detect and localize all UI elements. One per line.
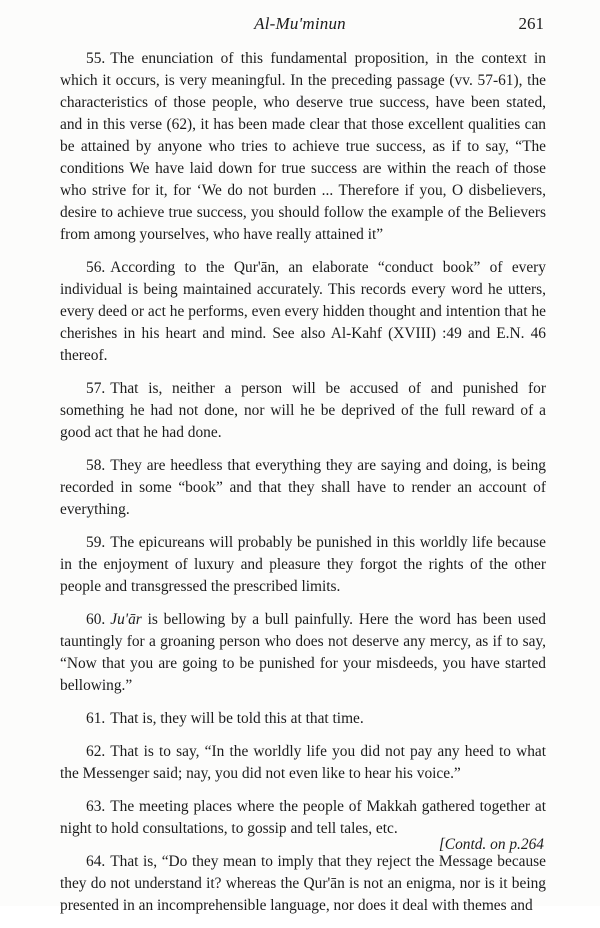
note-text: That is, neither a person will be accused of and punished for something he had not done, nor will he be deprived of the full reward of a good act that he had done. xyxy=(60,380,546,441)
note-number: 57. xyxy=(86,380,106,397)
note-59 xyxy=(60,532,546,598)
arabic-term: Ju'ār xyxy=(110,611,142,628)
note-number: 56. xyxy=(86,259,106,276)
note-text: The meeting places where the people of Makkah gathered together at night to hold consultations, to gossip and tell tales, etc. xyxy=(60,798,546,837)
note-number: 63. xyxy=(86,798,106,815)
note-57 xyxy=(60,378,546,444)
note-text: is bellowing by a bull painfully. Here the word has been used tauntingly for a groaning person who does not deserve any mercy, as if to say, “Now that you are going to be punished for your misdeeds, you have started bellowing.” xyxy=(60,611,546,694)
note-55 xyxy=(60,48,546,246)
note-text: They are heedless that everything they are saying and doing, is being recorded in some “book” and that they shall have to render an account of everything. xyxy=(60,457,546,518)
continued-reference: [Contd. on p.264 xyxy=(438,836,544,853)
note-56 xyxy=(60,257,546,367)
note-60 xyxy=(60,609,546,697)
note-number: 59. xyxy=(86,534,106,551)
note-61 xyxy=(60,708,546,730)
note-text: That is, they will be told this at that time. xyxy=(110,710,364,727)
page-number: 261 xyxy=(518,14,544,33)
note-text: That is to say, “In the worldly life you did not pay any heed to what the Messenger said; nay, you did not even like to hear his voice.” xyxy=(60,743,546,782)
note-number: 58. xyxy=(86,457,106,474)
note-text: That is, “Do they mean to imply that they reject the Message because they do not understand it? whereas the Qur'ān is not an enigma, nor is it being presented in an incomprehensible language, nor does it deal with themes and xyxy=(60,853,546,914)
chapter-title: Al-Mu'minun xyxy=(254,14,346,33)
running-header xyxy=(0,14,600,38)
note-62 xyxy=(60,741,546,785)
note-64 xyxy=(60,851,546,917)
note-58 xyxy=(60,455,546,521)
note-text: The enunciation of this fundamental proposition, in the context in which it occurs, is very meaningful. In the preceding passage (vv. 57-61), the characteristics of those people, who deserve true success, have been stated, and in this verse (62), it has been made clear that those excellent qualities can be attained by anyone who tries to achieve true success, as if to say, “The conditions We have laid down for true success are within the reach of those who strive for it, for ‘We do not burden ... Therefore if you, O disbelievers, desire to achieve true success, you should follow the example of the Believers from among yourselves, who have really attained it” xyxy=(60,50,546,243)
note-number: 55. xyxy=(86,50,106,67)
note-63 xyxy=(60,796,546,840)
note-number: 62. xyxy=(86,743,106,760)
note-number: 64. xyxy=(86,853,106,870)
note-number: 60. xyxy=(86,611,106,628)
note-text: According to the Qur'ān, an elaborate “conduct book” of every individual is being maintained accurately. This records every word he utters, every deed or act he performs, even every hidden thought and intention that he cherishes in his heart and mind. See also Al-Kahf (XVIII) :49 and E.N. 46 thereof. xyxy=(60,259,546,364)
note-number: 61. xyxy=(86,710,106,727)
explanatory-notes xyxy=(60,48,546,928)
note-text: The epicureans will probably be punished in this worldly life because in the enjoyment of luxury and pleasure they forgot the rights of the other people and transgressed the prescribed limits. xyxy=(60,534,546,595)
